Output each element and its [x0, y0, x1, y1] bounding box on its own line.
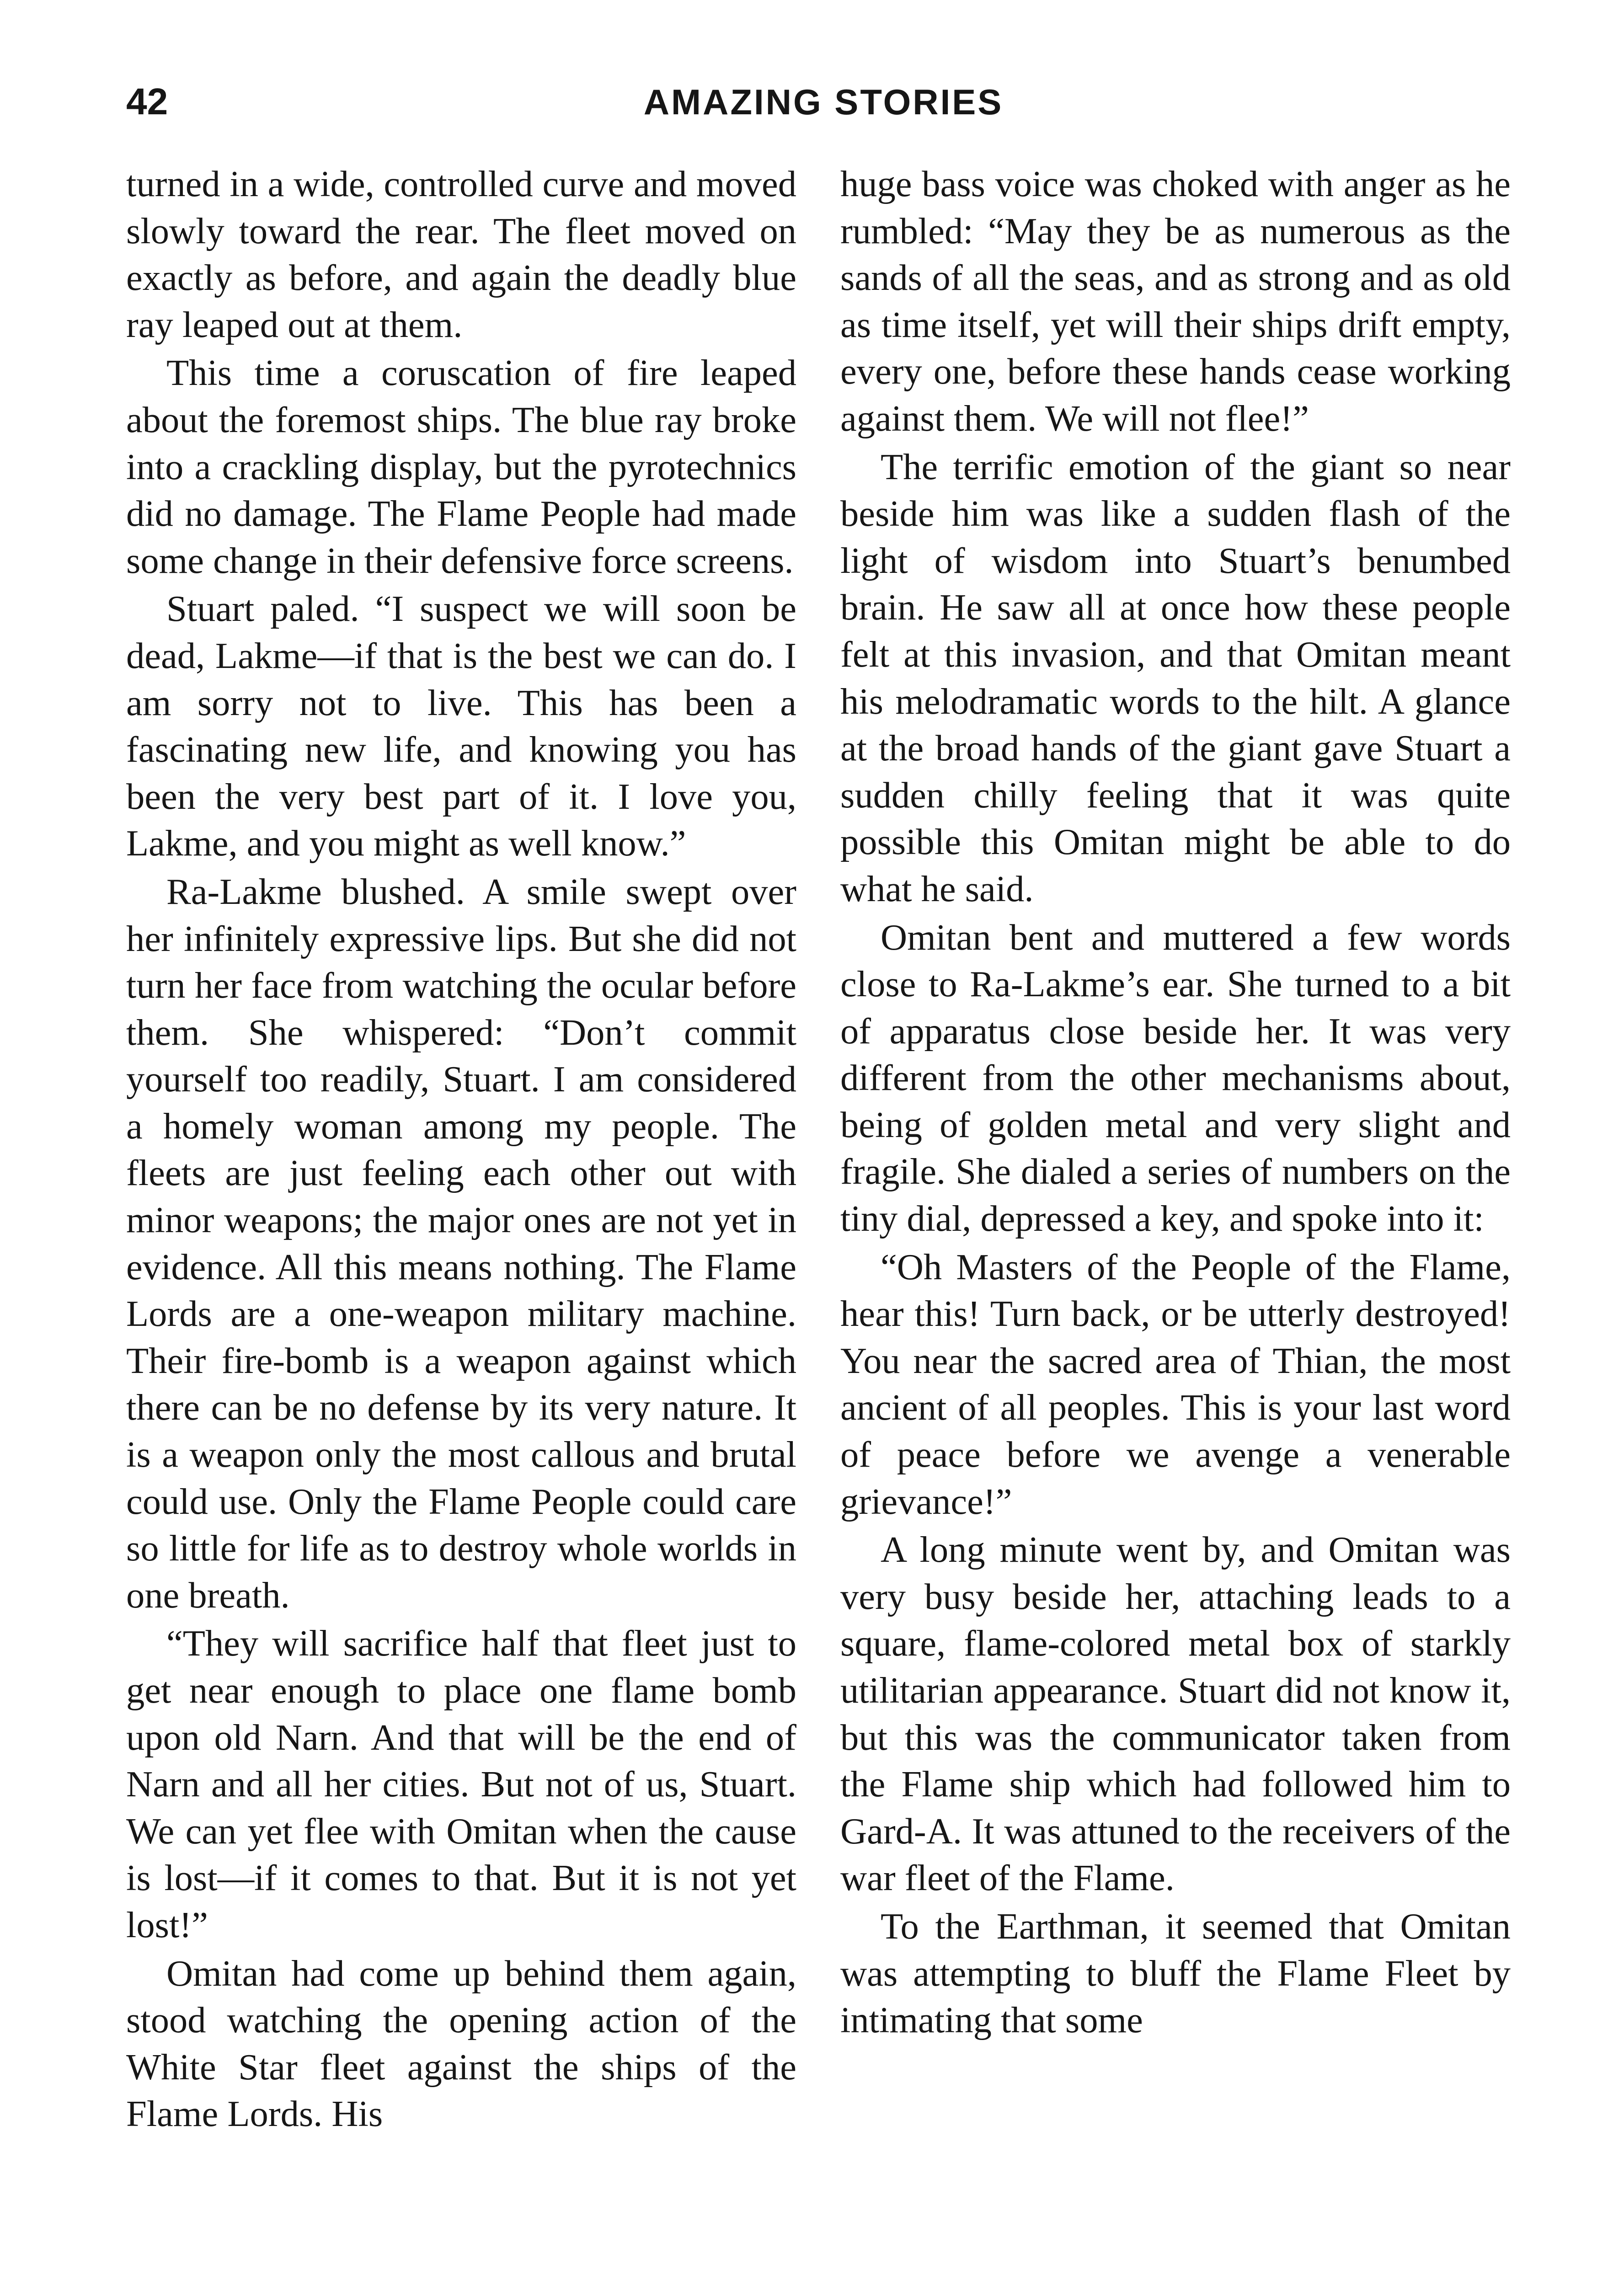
page-header	[126, 72, 1521, 132]
right-column	[840, 161, 1511, 2044]
left-column	[126, 161, 796, 2138]
paragraph: turned in a wide, controlled curve and moved slowly toward the rear. The fleet moved on exactly as before, and again the deadly blue ray leaped out at them.	[126, 164, 796, 345]
paragraph: A long minute went by, and Omitan was very busy beside her, attaching leads to a square, flame-colored metal box of starkly utilitarian appearance. Stuart did not know it, but this was the communicator taken from the Flame ship which had followed him to Gard-A. It was attuned to the receivers of the war fleet of the Flame.	[840, 1529, 1511, 1899]
paragraph: The terrific emotion of the giant so near beside him was like a sudden flash of the light of wisdom into Stuart’s benumbed brain. He saw all at once how these people felt at this invasion, and that Omitan meant his melodramatic words to the hilt. A glance at the broad hands of the giant gave Stuart a sudden chilly feeling that it was quite possible this Omitan might be able to do what he said.	[840, 446, 1511, 909]
paragraph: To the Earthman, it seemed that Omitan was attempting to bluff the Flame Fleet by intimating that some	[840, 1906, 1511, 2041]
paragraph: Omitan bent and muttered a few words close to Ra-Lakme’s ear. She turned to a bit of apparatus close beside her. It was very different from the other mechanisms about, being of golden metal and very slight and fragile. She dialed a series of numbers on the tiny dial, depressed a key, and spoke into it:	[840, 917, 1511, 1239]
paragraph: Omitan had come up behind them again, stood watching the opening action of the White Star fleet against the ships of the Flame Lords. His	[126, 1953, 796, 2135]
page-number: 42	[126, 81, 168, 123]
paragraph: Stuart paled. “I suspect we will soon be dead, Lakme—if that is the best we can do. I am sorry not to live. This has been a fascinating new life, and knowing you has been the very best part of it. I love you, Lakme, and you might as well know.”	[126, 588, 796, 864]
paragraph: This time a coruscation of fire leaped about the foremost ships. The blue ray broke into a crackling display, but the pyrotechnics did no damage. The Flame People had made some change in their defensive force screens.	[126, 353, 796, 581]
paragraph: huge bass voice was choked with anger as he rumbled: “May they be as numerous as the sands of all the seas, and as strong and as old as time itself, yet will their ships drift empty, every one, before these hands cease working against them. We will not flee!”	[840, 164, 1511, 439]
running-head: AMAZING STORIES	[643, 82, 1004, 122]
paragraph: “Oh Masters of the People of the Flame, hear this! Turn back, or be utterly destroyed! You near the sacred area of Thian, the most ancient of all peoples. This is your last word of peace before we avenge a venerable grievance!”	[840, 1246, 1511, 1522]
paragraph: “They will sacrifice half that fleet just to get near enough to place one flame bomb upon old Narn. And that will be the end of Narn and all her cities. But not of us, Stuart. We can yet flee with Omitan when the cause is lost—if it comes to that. But it is not yet lost!”	[126, 1623, 796, 1945]
paragraph: Ra-Lakme blushed. A smile swept over her infinitely expressive lips. But she did not turn her face from watching the ocular before them. She whispered: “Don’t commit yourself too readily, Stuart. I am considered a homely woman among my people. The fleets are just feeling each other out with minor weapons; the major ones are not yet in evidence. All this means nothing. The Flame Lords are a one-weapon military machine. Their fire-bomb is a weapon against which there can be no defense by its very nature. It is a weapon only the most callous and brutal could use. Only the Flame People could care so little for life as to destroy whole worlds in one breath.	[126, 871, 796, 1616]
